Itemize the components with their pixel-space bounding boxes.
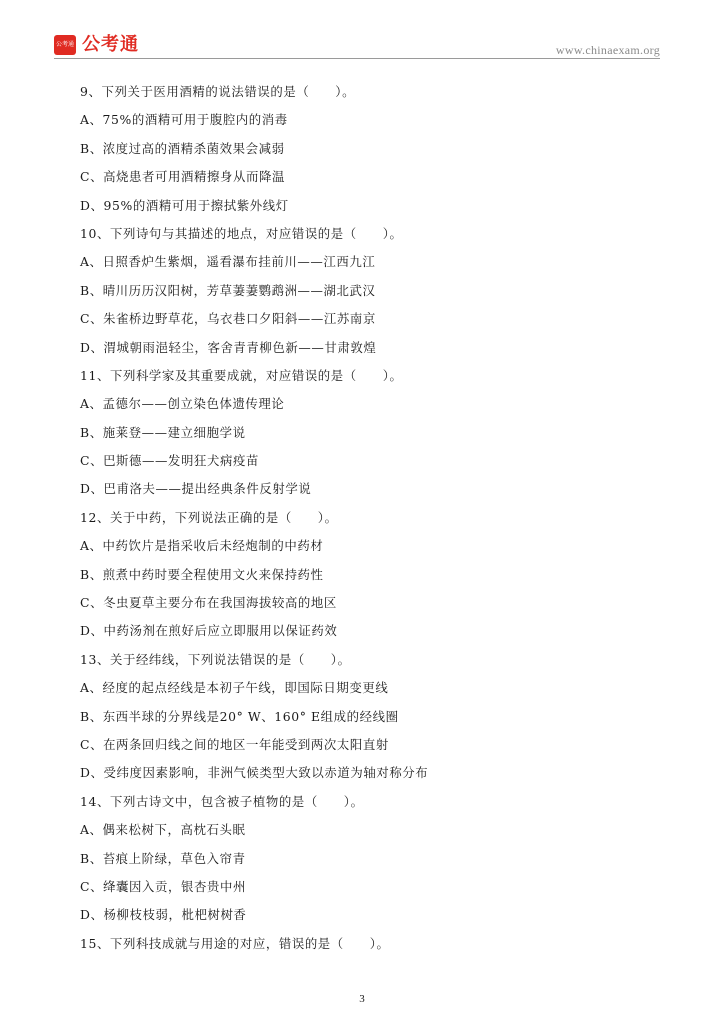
question-14-option-b: B、苔痕上阶绿，草色入帘青 bbox=[80, 850, 246, 866]
question-9-option-d: D、95%的酒精可用于擦拭紫外线灯 bbox=[80, 197, 289, 213]
question-14-option-c: C、绛囊因入贡，银杏贵中州 bbox=[80, 878, 246, 894]
question-12-option-b: B、煎煮中药时要全程使用文火来保持药性 bbox=[80, 566, 324, 582]
question-10-option-b: B、晴川历历汉阳树，芳草萋萋鹦鹉洲——湖北武汉 bbox=[80, 282, 376, 298]
question-9-option-b: B、浓度过高的酒精杀菌效果会减弱 bbox=[80, 140, 285, 156]
question-9-option-a: A、75%的酒精可用于腹腔内的消毒 bbox=[80, 112, 288, 128]
site-url: www.chinaexam.org bbox=[555, 43, 660, 57]
question-12-option-a: A、中药饮片是指采收后未经炮制的中药材 bbox=[80, 538, 324, 554]
question-10-stem: 10、下列诗句与其描述的地点，对应错误的是（ ）。 bbox=[80, 225, 403, 241]
page-number: 3 bbox=[359, 993, 365, 1005]
question-10-option-a: A、日照香炉生紫烟，遥看瀑布挂前川——江西九江 bbox=[80, 254, 376, 270]
logo-badge-icon: 公考通 bbox=[54, 35, 76, 55]
question-12-stem: 12、关于中药，下列说法正确的是（ ）。 bbox=[80, 509, 338, 525]
question-10-option-c: C、朱雀桥边野草花，乌衣巷口夕阳斜——江苏南京 bbox=[80, 311, 376, 327]
question-12-option-c: C、冬虫夏草主要分布在我国海拔较高的地区 bbox=[80, 595, 337, 611]
logo-text: 公考通 bbox=[82, 34, 139, 55]
page-header bbox=[0, 0, 724, 60]
question-14-option-d: D、杨柳枝枝弱，枇杷树树香 bbox=[80, 907, 247, 923]
question-9-option-c: C、高烧患者可用酒精擦身从而降温 bbox=[80, 169, 285, 185]
question-9-stem: 9、下列关于医用酒精的说法错误的是（ ）。 bbox=[80, 84, 356, 99]
question-13-option-d: D、受纬度因素影响，非洲气候类型大致以赤道为轴对称分布 bbox=[80, 765, 429, 781]
brand-logo bbox=[54, 34, 139, 56]
question-11-stem: 11、下列科学家及其重要成就，对应错误的是（ ）。 bbox=[80, 367, 403, 383]
question-11-option-a: A、孟德尔——创立染色体遗传理论 bbox=[80, 396, 285, 412]
question-11-option-d: D、巴甫洛夫——提出经典条件反射学说 bbox=[80, 481, 312, 497]
question-13-stem: 13、关于经纬线，下列说法错误的是（ ）。 bbox=[80, 651, 351, 667]
question-list bbox=[80, 78, 660, 958]
question-10-option-d: D、渭城朝雨浥轻尘，客舍青青柳色新——甘肃敦煌 bbox=[80, 339, 377, 355]
question-11-option-c: C、巴斯德——发明狂犬病疫苗 bbox=[80, 453, 259, 469]
question-13-option-a: A、经度的起点经线是本初子午线，即国际日期变更线 bbox=[80, 680, 389, 696]
header-divider bbox=[54, 58, 660, 59]
question-13-option-b: B、东西半球的分界线是20° W、160° E组成的经线圈 bbox=[80, 708, 399, 724]
question-12-option-d: D、中药汤剂在煎好后应立即服用以保证药效 bbox=[80, 623, 338, 639]
question-14-option-a: A、偶来松树下，高枕石头眠 bbox=[80, 822, 246, 838]
question-14-stem: 14、下列古诗文中，包含被子植物的是（ ）。 bbox=[80, 793, 364, 809]
question-15-stem: 15、下列科技成就与用途的对应，错误的是（ ）。 bbox=[80, 935, 390, 951]
question-11-option-b: B、施莱登——建立细胞学说 bbox=[80, 424, 246, 440]
question-13-option-c: C、在两条回归线之间的地区一年能受到两次太阳直射 bbox=[80, 736, 389, 752]
